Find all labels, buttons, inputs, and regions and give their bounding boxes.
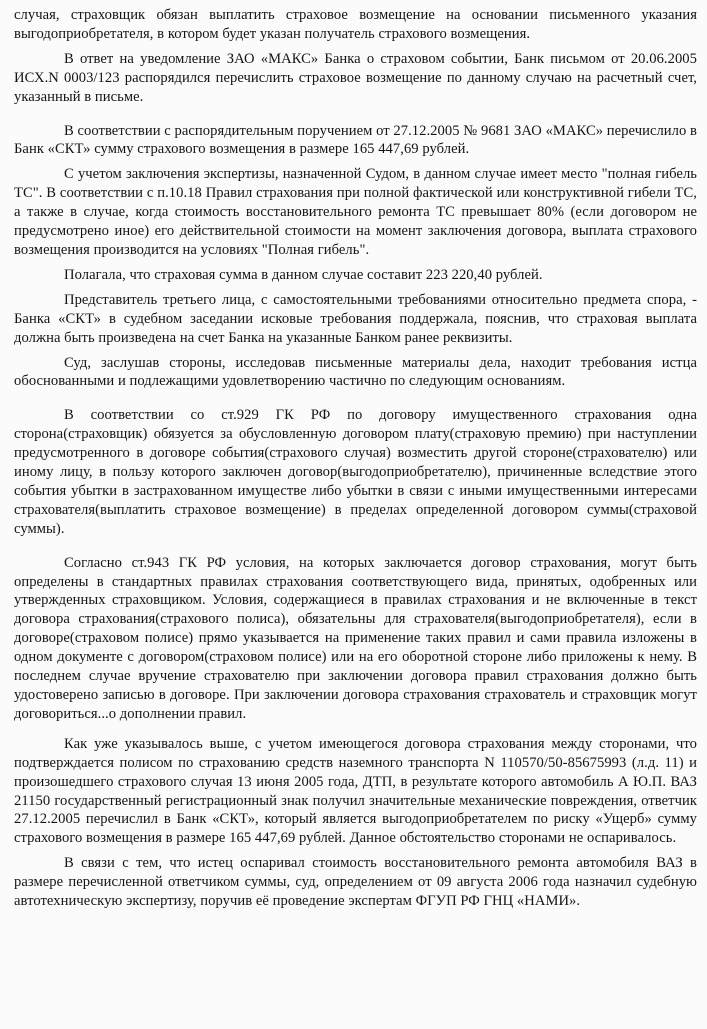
paragraph-case-circumstances: Как уже указывалось выше, с учетом имеющегося договора страхования между сторонами, что подтверждается полисом по страхованию средств наземного транспорта N 110570/50-85675993 (л.д. 11) и произошедшего страхового случая 13 июня 2005 года, ДТП, в результате которого автомобиль А Ю.П. ВАЗ 21150 государственный регистрационный знак получил значительные механические повреждения, ответчик 27.12.2005 перечислил в Банк «СКТ», который является выгодоприобретателем по риску «Ущерб» сумму страхового возмещения в размере 165 447,69 рублей. Данное обстоятельство сторонами не оспаривалось. — [14, 735, 697, 847]
paragraph-court-findings: Суд, заслушав стороны, исследовав письменные материалы дела, находит требования истца обоснованными и подлежащими удовлетворению частично по следующим основаниям. — [14, 354, 697, 390]
document-body — [14, 6, 697, 911]
paragraph-bank-representative: Представитель третьего лица, с самостоятельными требованиями относительно предмета спора, - Банка «СКТ» в судебном заседании исковые требования поддержала, пояснив, что страховая выплата должна быть произведена на счет Банка на указанные Банком ранее реквизиты. — [14, 291, 697, 346]
paragraph-expert-examination: В связи с тем, что истец оспаривал стоимость восстановительного ремонта автомобиля ВАЗ в размере перечисленной ответчиком суммы, суд, определением от 09 августа 2006 года назначил судебную автотехническую экспертизу, поручив её проведение экспертам ФГУП РФ ГНЦ «НАМИ». — [14, 855, 697, 910]
paragraph-bank-letter: В ответ на уведомление ЗАО «МАКС» Банка о страховом событии, Банк письмом от 20.06.2005 ИСХ.N 0003/123 распорядился перечислить страховое возмещение по данному случаю на расчетный счет, указанный в письме. — [14, 50, 697, 105]
paragraph-insured-sum: Полагала, что страховая сумма в данном случае составит 223 220,40 рублей. — [64, 266, 543, 283]
paragraph-total-loss: С учетом заключения экспертизы, назначенной Судом, в данном случае имеет место "полная гибель ТС". В соответствии с п.10.18 Правил страхования при полной фактической или конструктивной гибели ТС, а также в случае, когда стоимость восстановительного ремонта ТС превышает 80% (если договором не предусмотрено иное) его действительной стоимости на момент заключения договора, выплата страхового возмещения производится на условиях "Полная гибель". — [14, 166, 697, 258]
paragraph-payment-order: В соответствии с распорядительным поручением от 27.12.2005 № 9681 ЗАО «МАКС» перечислило в Банк «СКТ» сумму страхового возмещения в размере 165 447,69 рублей. — [14, 122, 697, 158]
paragraph-article-943: Согласно ст.943 ГК РФ условия, на которых заключается договор страхования, могут быть определены в стандартных правилах страхования соответствующего вида, принятых, одобренных или утвержденных страховщиком. Условия, содержащиеся в правилах страхования и не включенные в текст договора страхования(страхового полиса), обязательны для страхователя(выгодоприобретателя), если в договоре(страховом полисе) прямо указывается на применение таких правил и сами правила изложены в одном документе с договором(страховом полисе) или на его оборотной стороне либо приложены к нему. В последнем случае вручение страхователю при заключении договора правил страхования должно быть удостоверено записью в договоре. При заключении договора страхования страхователь и страховщик могут договориться...о дополнении правил. — [14, 554, 697, 722]
paragraph-insurer-obligation: случая, страховщик обязан выплатить страховое возмещение на основании письменного указания выгодоприобретателя, в котором будет указан получатель страхового возмещения. — [14, 7, 697, 42]
paragraph-article-929: В соответствии со ст.929 ГК РФ по договору имущественного страхования одна сторона(страховщик) обязуется за обусловленную договором плату(страховую премию) при наступлении предусмотренного в договоре события(страхового случая) возместить другой стороне(страхователю) или иному лицу, в пользу которого заключен договор(выгодоприобретателю), причиненные вследствие этого события убытки в застрахованном имуществе либо убытки в связи с иными имущественными интересами страхователя(выплатить страховое возмещение) в пределах определенной договором суммы(страховой суммы). — [14, 407, 697, 537]
